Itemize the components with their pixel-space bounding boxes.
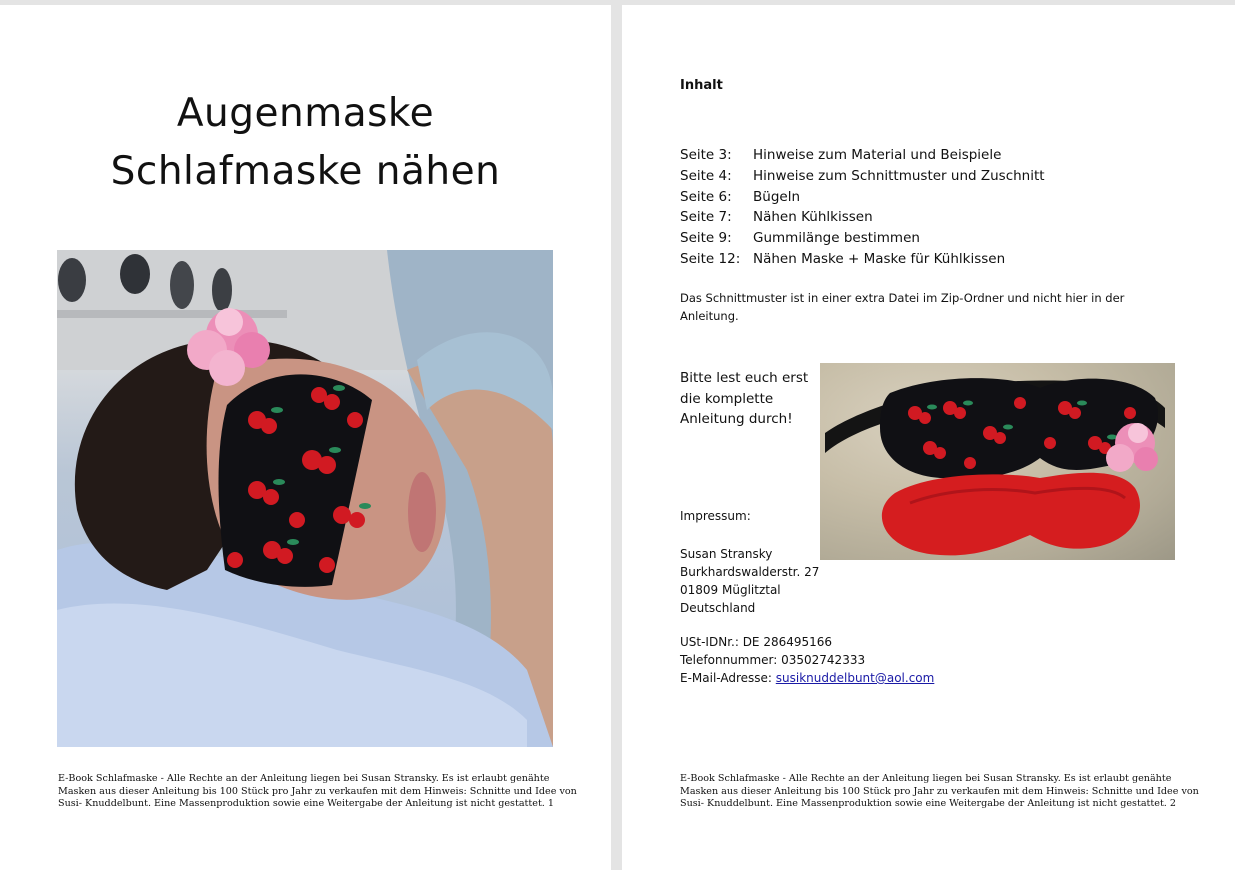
email-link[interactable]: susiknuddelbunt@aol.com: [775, 671, 935, 685]
toc-row: [680, 187, 1045, 208]
phone-number: Telefonnummer: 03502742333: [680, 653, 866, 667]
toc-page-number: Seite 12:: [680, 250, 741, 267]
toc-page-number: Seite 7:: [680, 209, 732, 226]
impressum-address: [680, 545, 819, 617]
vat-id: USt-IDNr.: DE 286495166: [680, 635, 833, 649]
mask-photo: [820, 363, 1175, 560]
email-row: [680, 669, 934, 687]
toc-row: [680, 166, 1045, 187]
toc-entry-text: Hinweise zum Schnittmuster und Zuschnitt: [753, 167, 1045, 184]
table-of-contents: [680, 145, 1045, 270]
read-first-line: Anleitung durch!: [680, 411, 793, 427]
document-page-1: [0, 5, 611, 870]
title-line-2: Schlafmaske nähen: [110, 149, 501, 194]
footer-line: Susi- Knuddelbunt. Eine Massenproduktion sowie eine Weitergabe der Anleitung ist nicht gestattet. 2: [680, 798, 1177, 809]
toc-page-number: Seite 6:: [680, 188, 732, 205]
footer-line: Susi- Knuddelbunt. Eine Massenproduktion sowie eine Weitergabe der Anleitung ist nicht gestattet. 1: [58, 798, 555, 809]
read-first-line: die komplette: [680, 390, 774, 407]
toc-entry-text: Gummilänge bestimmen: [753, 230, 920, 247]
footer-line: Masken aus dieser Anleitung bis 100 Stück pro Jahr zu verkaufen mit dem Hinweis: Schnitte und Idee von: [680, 785, 1199, 797]
toc-page-number: Seite 9:: [680, 230, 732, 247]
contents-heading: Inhalt: [680, 78, 723, 93]
title-line-1: Augenmaske: [176, 91, 435, 136]
page-2-footer: [680, 773, 1220, 811]
toc-entry-text: Nähen Kühlkissen: [753, 209, 873, 226]
read-first-line: Bitte lest euch erst: [680, 370, 809, 386]
address-line: Burkhardswalderstr. 27: [680, 565, 820, 579]
footer-line: E-Book Schlafmaske - Alle Rechte an der Anleitung liegen bei Susan Stransky. Es ist erlaubt genähte: [680, 773, 1172, 784]
toc-entry-text: Nähen Maske + Maske für Kühlkissen: [753, 250, 1006, 267]
impressum-heading: Impressum:: [680, 509, 751, 523]
toc-page-number: Seite 4:: [680, 167, 732, 184]
cover-photo-illustration: [57, 250, 553, 747]
toc-row: [680, 249, 1045, 270]
page-1-footer: [58, 773, 598, 811]
footer-line: E-Book Schlafmaske - Alle Rechte an der Anleitung liegen bei Susan Stransky. Es ist erlaubt genähte: [58, 773, 550, 784]
mask-photo-illustration: [820, 363, 1175, 560]
toc-row: [680, 207, 1045, 228]
address-line: Deutschland: [680, 601, 756, 615]
document-page-2: [622, 5, 1235, 870]
toc-page-number: Seite 3:: [680, 147, 732, 163]
cover-photo: [57, 250, 553, 747]
pattern-note: Das Schnittmuster ist in einer extra Datei im Zip-Ordner und nicht hier in der Anleitung.: [680, 291, 1125, 323]
toc-row: [680, 145, 1045, 166]
address-line: 01809 Müglitztal: [680, 583, 781, 597]
address-line: Susan Stransky: [680, 547, 773, 561]
footer-line: Masken aus dieser Anleitung bis 100 Stück pro Jahr zu verkaufen mit dem Hinweis: Schnitte und Idee von: [58, 785, 577, 797]
read-first-note: [680, 368, 820, 430]
email-label: E-Mail-Adresse:: [680, 671, 776, 685]
toc-row: [680, 228, 1045, 249]
impressum-contact: [680, 633, 934, 687]
toc-entry-text: Bügeln: [753, 188, 800, 205]
toc-entry-text: Hinweise zum Material und Beispiele: [753, 147, 1002, 163]
